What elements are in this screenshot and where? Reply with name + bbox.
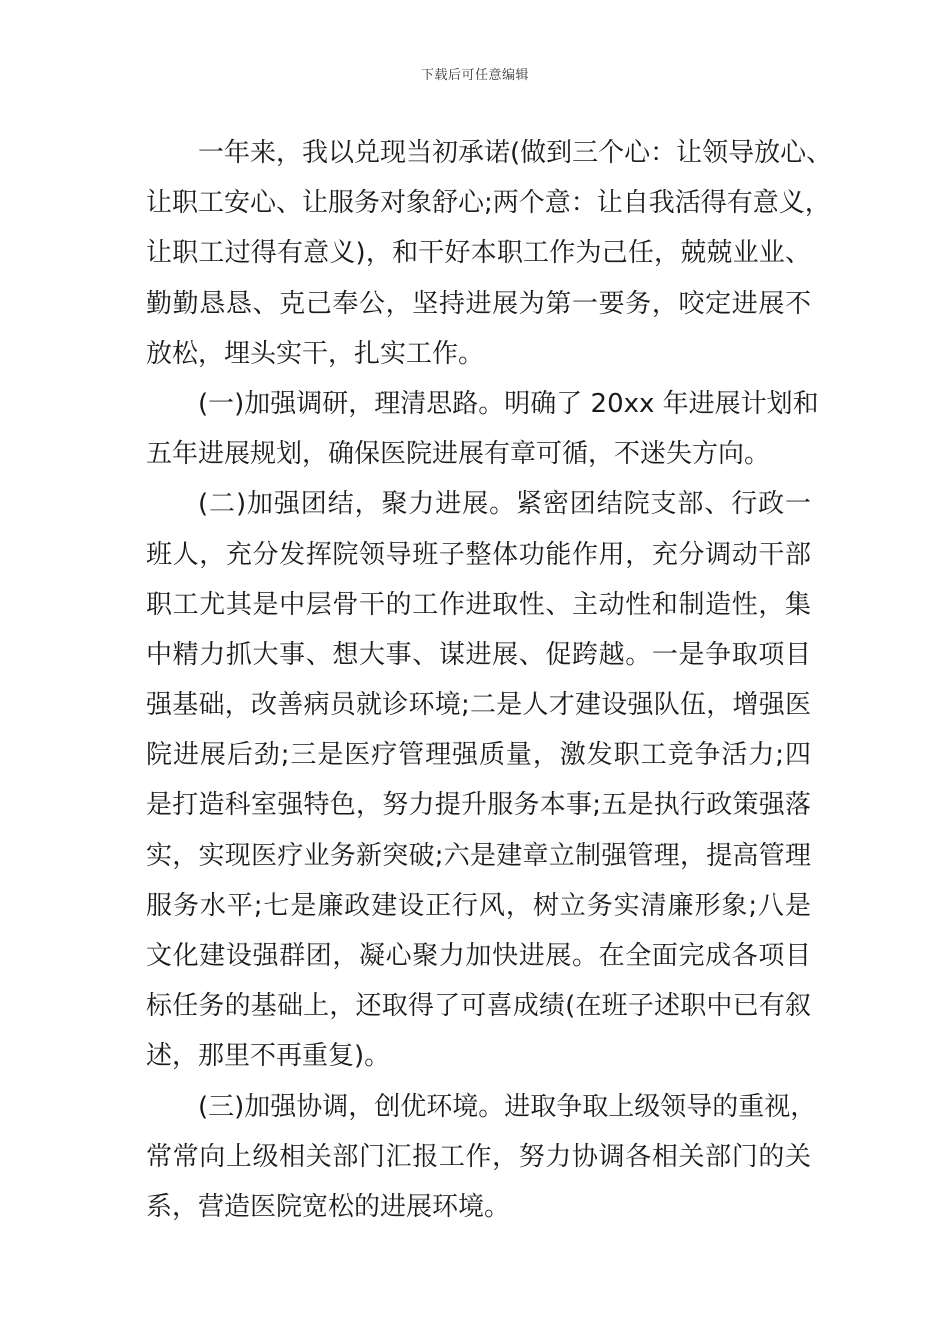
text-line: (一)加强调研，理清思路。明确了 20xx 年进展计划和 <box>198 388 819 419</box>
paragraph-3 <box>146 479 811 1081</box>
paragraph-1 <box>146 128 833 379</box>
paragraph-4 <box>146 1082 817 1233</box>
text-line: (三)加强协调，创优环境。进取争取上级领导的重视， <box>198 1091 817 1122</box>
text-line: 实，实现医疗业务新突破;六是建章立制强管理，提高管理 <box>146 840 811 871</box>
text-line: 标任务的基础上，还取得了可喜成绩(在班子述职中已有叙 <box>146 991 811 1022</box>
text-line: 强基础，改善病员就诊环境;二是人才建设强队伍，增强医 <box>146 690 811 721</box>
text-line: 服务水平;七是廉政建设正行风，树立务实清廉形象;八是 <box>146 890 811 921</box>
text-line: 五年进展规划，确保医院进展有章可循，不迷失方向。 <box>146 439 771 470</box>
text-line: 常常向上级相关部门汇报工作，努力协调各相关部门的关 <box>146 1141 811 1172</box>
text-line: 勤勤恳恳、克己奉公，坚持进展为第一要务，咬定进展不 <box>146 288 811 319</box>
text-line: 文化建设强群团，凝心聚力加快进展。在全面完成各项目 <box>146 941 811 971</box>
paragraph-2 <box>146 379 819 479</box>
text-line: 院进展后劲;三是医疗管理强质量，激发职工竞争活力;四 <box>146 740 811 771</box>
text-line: (二)加强团结，聚力进展。紧密团结院支部、行政一 <box>198 489 811 520</box>
text-line: 让职工安心、让服务对象舒心;两个意：让自我活得有意义， <box>146 188 831 219</box>
text-line: 系，营造医院宽松的进展环境。 <box>146 1191 511 1222</box>
text-line: 放松，埋头实干，扎实工作。 <box>146 338 485 369</box>
text-line: 班人，充分发挥院领导班子整体功能作用，充分调动干部 <box>146 539 811 570</box>
text-line: 述，那里不再重复)。 <box>146 1041 391 1072</box>
text-line: 是打造科室强特色，努力提升服务本事;五是执行政策强落 <box>146 790 811 821</box>
text-line: 职工尤其是中层骨干的工作进取性、主动性和制造性，集 <box>146 589 811 620</box>
text-line: 让职工过得有意义)，和干好本职工作为己任，兢兢业业、 <box>146 238 811 269</box>
text-line: 中精力抓大事、想大事、谋进展、促跨越。一是争取项目 <box>146 639 811 670</box>
page-header: 下载后可任意编辑 <box>420 68 529 83</box>
document-body <box>146 128 833 1232</box>
text-line: 一年来，我以兑现当初承诺(做到三个心：让领导放心、 <box>198 138 833 168</box>
